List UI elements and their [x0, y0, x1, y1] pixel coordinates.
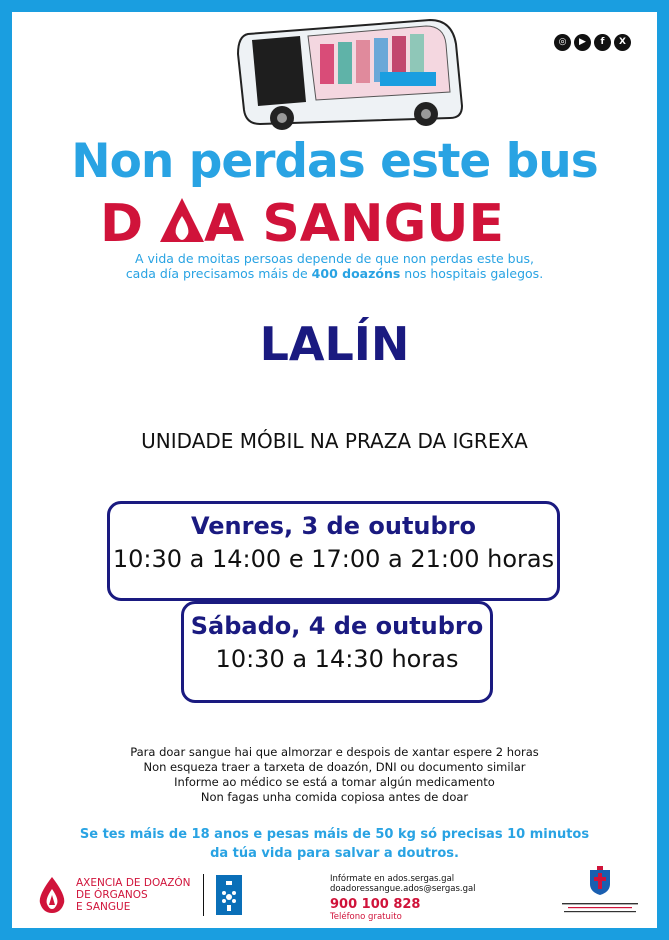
intro-line-2: cada día precisamos máis de 400 doazóns nos hospitais galegos. — [125, 266, 544, 281]
intro-text — [12, 251, 657, 281]
contact-web[interactable]: Infórmate en ados.sergas.gal — [330, 874, 455, 884]
youtube-icon[interactable]: ▶ — [574, 34, 591, 51]
promo-line-1: Se tes máis de 18 anos e pesas máis de 50 kg só precisas 10 minutos — [79, 827, 590, 842]
promo-line-2: da túa vida para salvar a doutros. — [210, 846, 459, 861]
brand-wordmark — [100, 192, 570, 248]
bus-illustration — [230, 14, 468, 132]
headline: Non perdas este bus — [71, 134, 598, 189]
agency-name: AXENCIA DE DOAZÓN DE ÓRGANOS E SANGUE — [76, 877, 191, 913]
social-icons — [554, 34, 631, 51]
x-icon[interactable]: X — [614, 34, 631, 51]
federation-logo — [560, 866, 640, 919]
contact-email[interactable]: doadoressangue.ados@sergas.gal — [330, 884, 476, 894]
schedule-day: Sábado, 4 de outubro — [190, 612, 484, 640]
tip-item: Para doar sangue hai que almorzar e despois de xantar espere 2 horas — [130, 745, 539, 759]
schedule-hours: 10:30 a 14:00 e 17:00 a 21:00 horas — [112, 545, 555, 573]
schedule-box-1 — [107, 501, 560, 601]
schedule-hours: 10:30 a 14:30 horas — [215, 645, 459, 673]
contact-phone[interactable]: 900 100 828 — [330, 897, 421, 912]
footer-divider — [203, 874, 204, 916]
instagram-icon[interactable]: ◎ — [554, 34, 571, 51]
location: UNIDADE MÓBIL NA PRAZA DA IGREXA — [141, 429, 528, 453]
xunta-logo-icon — [216, 875, 242, 915]
blood-drop-icon — [160, 198, 204, 242]
phone-note: Teléfono gratuito — [330, 912, 402, 922]
intro-line-1: A vida de moitas persoas depende de que non perdas este bus, — [134, 251, 535, 266]
brand-right: A SANGUE — [203, 194, 504, 248]
tip-item: Non esqueza traer a tarxeta de doazón, DNI ou documento similar — [143, 760, 526, 774]
contact-info — [330, 874, 476, 922]
federation-emblem-icon — [588, 866, 612, 896]
schedule-day: Venres, 3 de outubro — [191, 512, 476, 540]
agency-logo — [36, 874, 242, 916]
federation-text-mark — [560, 901, 640, 915]
blood-drop-logo-icon — [36, 875, 68, 915]
eligibility-promo — [12, 825, 657, 863]
brand-logo — [12, 192, 657, 248]
brand-left: D — [99, 194, 143, 248]
tip-item: Informe ao médico se está a tomar algún medicamento — [174, 775, 495, 789]
schedule-box-2 — [181, 601, 493, 703]
tip-item: Non fagas unha comida copiosa antes de doar — [200, 790, 469, 804]
facebook-icon[interactable]: f — [594, 34, 611, 51]
poster — [12, 12, 657, 928]
donation-tips — [12, 745, 657, 805]
city-name: LALÍN — [259, 317, 410, 371]
